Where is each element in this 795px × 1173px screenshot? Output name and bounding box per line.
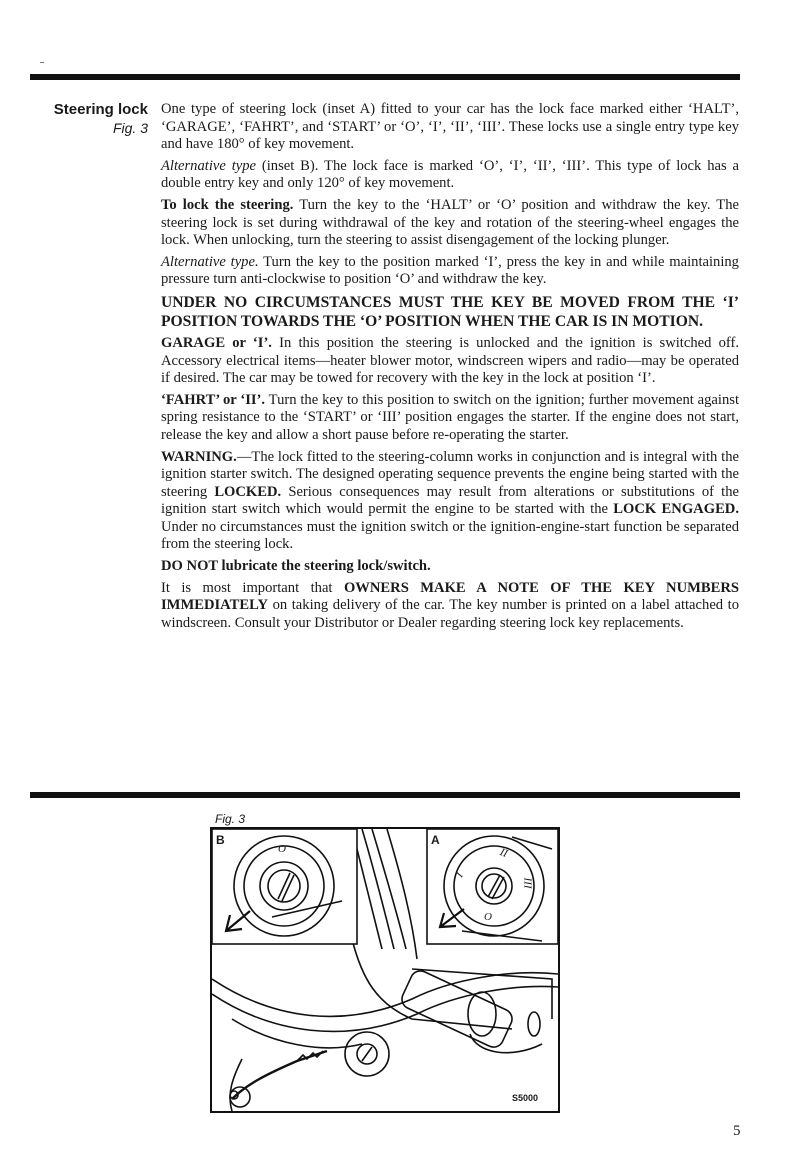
figure-caption: Fig. 3: [215, 812, 246, 826]
ignition-barrel: [399, 968, 516, 1051]
paragraph-1: One type of steering lock (inset A) fitted to your car has the lock face marked either ‘HALT’, ‘GARAGE’, ‘FAHRT’, and ‘START’ or ‘O’, ‘I’, ‘II’, ‘III’. These locks use a single entry type key and have 180° of key movement.: [161, 101, 739, 153]
inset-a-label: A: [431, 833, 440, 847]
section-heading: [30, 101, 148, 137]
wheel-rim: [232, 1019, 362, 1048]
inset-b-label: B: [216, 833, 225, 847]
p6-text: In this position the steering is unlocked and the ignition is switched off. Accessory electrical items—heater blower motor, windscreen wipers and radio—may be operated if desired. The car may be towed for recovery with the key in the lock at position ‘I’.: [161, 334, 739, 387]
p2-text: (inset B). The lock face is marked ‘O’, ‘I’, ‘II’, ‘III’. This type of lock has a double entry key and only 120° of key movement.: [161, 157, 739, 192]
p2-lead: Alternative type: [161, 157, 257, 174]
body-text: [161, 101, 739, 636]
p10-bold: OWNERS MAKE A NOTE OF THE KEY NUMBERS IMMEDIATELY: [161, 579, 740, 614]
section-title: Steering lock: [53, 101, 148, 118]
key-shank: [232, 1051, 327, 1099]
barrel-bracket: [470, 1034, 542, 1053]
dial-a-mark-o: O: [484, 911, 492, 923]
figure-reference: Fig. 3: [112, 120, 148, 136]
p10-a: It is most important that: [161, 579, 344, 596]
paragraph-3: [161, 197, 739, 250]
figure-ref-code: S5000: [512, 1093, 539, 1103]
paragraph-8: [161, 449, 739, 555]
p6-lead: GARAGE or ‘I’.: [161, 334, 272, 351]
dial-a-mark-ii: II: [498, 846, 510, 860]
dial-b-mark-o: O: [278, 843, 286, 855]
p7-text: Turn the key to this position to switch on the ignition; further movement against spring resistance to the ‘START’ or ‘III’ position engages the starter. If the engine does not start, release the key and allow a short pause before re-operating the starter.: [161, 391, 739, 443]
paragraph-2: [161, 158, 739, 193]
barrel-ring: [528, 1012, 540, 1036]
p3-text: Turn the key to the ‘HALT’ or ‘O’ position and withdraw the key. The steering lock is set during withdrawal of the key and rotation of the steering-wheel engages the lock. When unlocking, turn the steering to assist disengagement of the locking plunger.: [161, 196, 739, 249]
margin-dash: [40, 62, 44, 63]
column-shroud: [352, 939, 512, 1029]
p8-text-a: —The lock fitted to the steering-column works in conjunction and is integral with the ignition starter switch. The designed operating sequence prevents the engine being started with the steering: [161, 448, 739, 500]
paragraph-6: [161, 335, 739, 388]
middle-rule: [30, 792, 740, 798]
p8-text-b: Serious consequences may result from alterations or substitutions of the ignition start switch which would permit the engine to be started with the: [161, 483, 739, 518]
paragraph-7: [161, 392, 739, 445]
paragraph-10: [161, 580, 739, 633]
p10-b: on taking delivery of the car. The key number is printed on a label attached to windscreen. Consult your Distributor or Dealer regarding steering lock key replacements.: [161, 597, 739, 631]
page-number: 5: [733, 1123, 741, 1139]
illustration-svg: [212, 829, 558, 1111]
dial-a-mark-i: I: [453, 870, 466, 880]
p8-lead: WARNING.: [161, 448, 237, 465]
paragraph-4: [161, 254, 739, 289]
p8-text-c: Under no circumstances must the ignition switch or the ignition-engine-start function be separated from the steering lock.: [161, 518, 739, 553]
p7-lead: ‘FAHRT’ or ‘II’.: [161, 391, 266, 408]
paragraph-9: DO NOT lubricate the steering lock/switch.: [161, 558, 431, 575]
p4-text: Turn the key to the position marked ‘I’, press the key in and while maintaining pressure turn anti-clockwise to position ‘O’ and withdraw the key.: [161, 253, 739, 288]
top-rule: [30, 74, 740, 80]
dial-a-mark-iii: III: [521, 877, 534, 889]
p4-lead: Alternative type.: [161, 253, 259, 270]
steering-lock-illustration: [210, 827, 560, 1113]
lock-face-slot: [362, 1047, 372, 1061]
p3-lead: To lock the steering.: [161, 196, 294, 213]
warning-caps: UNDER NO CIRCUMSTANCES MUST THE KEY BE MOVED FROM THE ‘I’ POSITION TOWARDS THE ‘O’ POSITION WHEN THE CAR IS IN MOTION.: [161, 293, 739, 330]
p8-locked: LOCKED.: [214, 483, 282, 500]
p8-engaged: LOCK ENGAGED.: [613, 501, 739, 518]
